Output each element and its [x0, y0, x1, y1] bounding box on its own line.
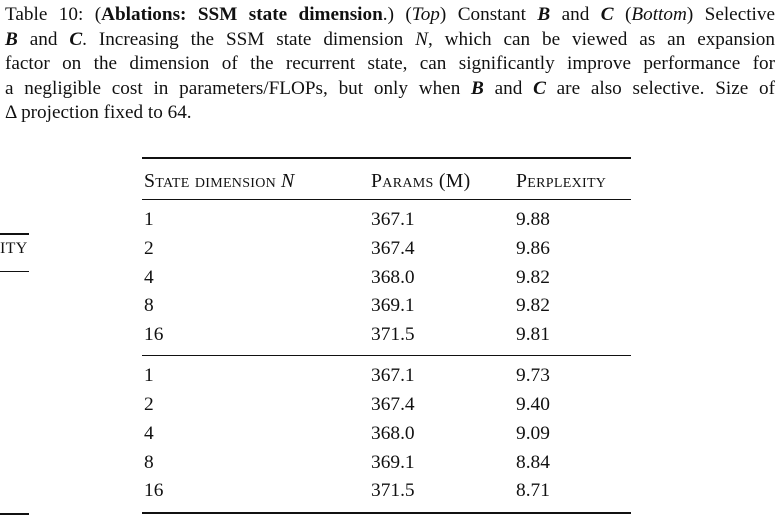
cell-params: 369.1	[371, 295, 415, 317]
caption-text: ) Constant	[439, 4, 538, 25]
table-header-row	[142, 159, 631, 199]
table-row	[142, 362, 631, 391]
caption-text: and	[483, 77, 534, 99]
caption-text: ) Selective	[686, 4, 775, 25]
cell-state-dim: 16	[144, 480, 164, 502]
caption-line-3: factor on the dimension of the recurrent state, can significantly improve performance for	[5, 53, 775, 75]
cell-params: 368.0	[371, 266, 415, 288]
cell-state-dim: 1	[144, 208, 154, 230]
caption-symbol-c: C	[600, 4, 614, 25]
caption-text: a negligible cost in parameters/FLOPs, but only when	[5, 77, 472, 99]
caption-text: , which can be viewed as an expansion	[427, 28, 775, 50]
header-state-dimension-label: State dimension	[144, 169, 277, 192]
caption-text: . Increasing the SSM state dimension	[82, 28, 416, 50]
cell-params: 367.4	[371, 393, 415, 415]
caption-title: Ablations: SSM state dimension	[101, 4, 383, 25]
caption-label: Table 10: (	[5, 4, 102, 25]
table-row	[142, 420, 631, 449]
cell-perplexity: 9.73	[516, 365, 550, 387]
table-caption	[5, 3, 775, 126]
cell-params: 367.4	[371, 237, 415, 259]
caption-bottom-label: Bottom	[631, 4, 687, 25]
table-row	[142, 321, 631, 350]
caption-line-5: Δ projection fixed to 64.	[5, 102, 192, 124]
cell-params: 371.5	[371, 324, 415, 346]
table-row	[142, 449, 631, 478]
cell-perplexity: 9.88	[516, 208, 550, 230]
cell-state-dim: 4	[144, 266, 154, 288]
caption-text: and	[550, 4, 601, 25]
caption-symbol-b: B	[537, 4, 551, 25]
caption-line-1	[5, 3, 775, 28]
caption-top-label: Top	[411, 4, 440, 25]
header-state-dimension	[144, 159, 294, 203]
caption-punct: .) (	[382, 4, 412, 25]
cell-state-dim: 2	[144, 237, 154, 259]
state-dimension-table	[142, 157, 631, 514]
caption-text: and	[17, 28, 70, 50]
caption-symbol-c: C	[69, 28, 83, 50]
cell-params: 367.1	[371, 208, 415, 230]
cell-state-dim: 4	[144, 422, 154, 444]
cell-perplexity: 9.09	[516, 422, 550, 444]
table-row	[142, 292, 631, 321]
caption-line-2	[5, 28, 775, 53]
caption-symbol-n: N	[415, 28, 428, 50]
cell-params: 369.1	[371, 451, 415, 473]
header-perplexity: Perplexity	[516, 169, 607, 192]
cell-perplexity: 8.84	[516, 451, 550, 473]
caption-punct: (	[613, 4, 632, 25]
caption-text: are also selective. Size of	[545, 77, 775, 99]
table-row	[142, 235, 631, 264]
table-row	[142, 477, 631, 506]
table-row	[142, 206, 631, 235]
table-row	[142, 264, 631, 293]
cell-params: 368.0	[371, 422, 415, 444]
cell-perplexity: 9.82	[516, 266, 550, 288]
cell-perplexity: 9.86	[516, 237, 550, 259]
table-row	[142, 391, 631, 420]
fragment-bottom-rule	[0, 513, 29, 515]
caption-symbol-c: C	[533, 77, 546, 99]
caption-symbol-b: B	[5, 28, 18, 50]
fragment-header-text: ITY	[0, 240, 28, 257]
table-bottom-rule	[142, 512, 631, 514]
cell-perplexity: 9.40	[516, 393, 550, 415]
cell-params: 367.1	[371, 365, 415, 387]
cell-state-dim: 8	[144, 451, 154, 473]
fragment-header-rule	[0, 271, 29, 272]
header-params: Params (M)	[371, 169, 471, 192]
header-n-symbol: N	[281, 169, 295, 192]
cell-state-dim: 2	[144, 393, 154, 415]
cell-state-dim: 16	[144, 324, 164, 346]
cell-perplexity: 9.82	[516, 295, 550, 317]
caption-line-4	[5, 77, 775, 102]
cell-perplexity: 9.81	[516, 324, 550, 346]
cell-perplexity: 8.71	[516, 480, 550, 502]
fragment-top-rule	[0, 233, 29, 235]
cell-state-dim: 8	[144, 295, 154, 317]
cell-state-dim: 1	[144, 365, 154, 387]
caption-symbol-b: B	[471, 77, 484, 99]
cell-params: 371.5	[371, 480, 415, 502]
